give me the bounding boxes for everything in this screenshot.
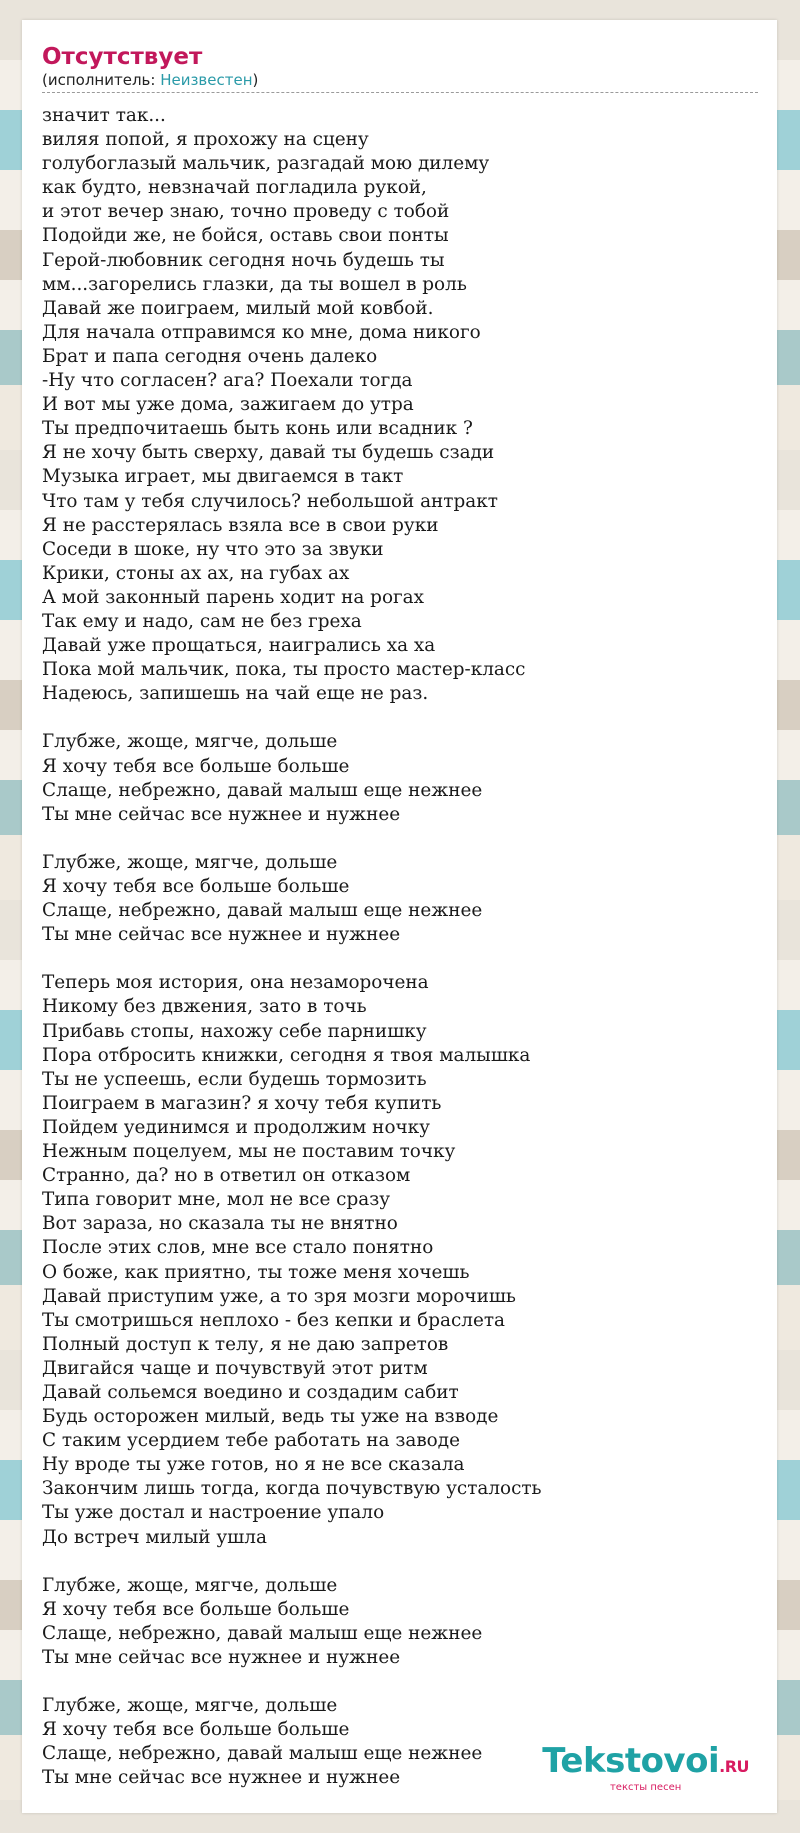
lyric-line: Будь осторожен милый, ведь ты уже на взводе	[42, 1406, 499, 1428]
lyric-line: Вот зараза, но сказала ты не внятно	[42, 1213, 398, 1235]
lyric-line: Глубже, жоще, мягче, дольше	[42, 1695, 338, 1717]
site-logo[interactable]	[542, 1741, 749, 1793]
lyric-line: Ты уже достал и настроение упало	[42, 1502, 385, 1524]
lyric-line: Пока мой мальчик, пока, ты просто мастер-класс	[42, 659, 526, 681]
lyric-line: Глубже, жоще, мягче, дольше	[42, 851, 338, 873]
song-header	[42, 42, 758, 93]
lyrics-card	[22, 20, 777, 1813]
lyric-line: Ты смотришься неплохо - без кепки и браслета	[42, 1309, 505, 1331]
lyric-line: Странно, да? но в ответил он отказом	[42, 1165, 411, 1187]
lyric-line: Надеюсь, запишешь на чай еще не раз.	[42, 683, 429, 705]
lyric-line: Герой-любовник сегодня ночь будешь ты	[42, 249, 445, 271]
lyric-line: значит так...	[42, 105, 166, 126]
lyric-line: Так ему и надо, сам не без греха	[42, 610, 362, 632]
lyric-line: Типа говорит мне, мол не все сразу	[42, 1189, 391, 1211]
lyric-line: Давай же поиграем, милый мой ковбой.	[42, 297, 434, 319]
lyric-line: Я хочу тебя все больше больше	[42, 876, 350, 897]
lyric-line: Я не расстерялась взяла все в свои руки	[42, 514, 439, 536]
lyric-line: Слаще, небрежно, давай малыш еще нежнее	[42, 1622, 483, 1644]
stanza-break	[42, 1550, 762, 1574]
lyric-line: Поиграем в магазин? я хочу тебя купить	[42, 1092, 442, 1114]
song-title: Отсутствует	[42, 44, 203, 70]
lyric-line: Глубже, жоще, мягче, дольше	[42, 731, 338, 753]
stanza-break	[42, 1670, 762, 1694]
lyric-line: Ты предпочитаешь быть конь или всадник ?	[42, 418, 473, 440]
lyric-line: О боже, как приятно, ты тоже меня хочешь	[42, 1261, 470, 1283]
lyric-line: виляя попой, я прохожу на сцену	[42, 129, 369, 151]
lyric-line: Давай сольемся воедино и создадим сабит	[42, 1381, 459, 1403]
lyric-line: Давай приступим уже, а то зря мозги морочишь	[42, 1285, 516, 1307]
lyric-line: Я хочу тебя все больше больше	[42, 1598, 350, 1620]
lyric-line: и этот вечер знаю, точно проведу с тобой	[42, 201, 450, 223]
lyric-line: Я хочу тебя все больше больше	[42, 755, 350, 777]
logo-name: Tekstovoi	[542, 1741, 720, 1781]
lyric-line: Ты мне сейчас все нужнее и нужнее	[42, 803, 401, 825]
stanza-break	[42, 827, 762, 851]
logo-tld: .RU	[719, 1757, 749, 1776]
lyric-line: Слаще, небрежно, давай малыш еще нежнее	[42, 779, 483, 801]
lyric-line: А мой законный парень ходит на рогах	[42, 586, 424, 608]
lyric-line: Пойдем уединимся и продолжим ночку	[42, 1116, 430, 1138]
lyric-line: как будто, невзначай погладила рукой,	[42, 177, 427, 199]
lyric-line: Для начала отправимся ко мне, дома никого	[42, 321, 481, 343]
lyric-line: Музыка играет, мы двигаемся в такт	[42, 466, 404, 488]
lyric-line: Брат и папа сегодня очень далеко	[42, 345, 378, 367]
lyric-line: Нежным поцелуем, мы не поставим точку	[42, 1141, 456, 1163]
artist-link[interactable]: Неизвестен	[160, 71, 253, 89]
lyric-line: Полный доступ к телу, я не даю запретов	[42, 1333, 449, 1355]
lyric-line: Соседи в шоке, ну что это за звуки	[42, 538, 384, 560]
lyric-line: Давай уже прощаться, наигрались ха ха	[42, 635, 436, 657]
lyric-line: До встреч милый ушла	[42, 1526, 267, 1548]
lyric-line: Прибавь стопы, нахожу себе парнишку	[42, 1020, 427, 1042]
lyrics-text	[42, 104, 762, 1791]
lyric-line: Слаще, небрежно, давай малыш еще нежнее	[42, 1743, 483, 1765]
lyric-line: Слаще, небрежно, давай малыш еще нежнее	[42, 900, 483, 922]
lyric-line: Ты мне сейчас все нужнее и нужнее	[42, 924, 401, 946]
lyric-line: Что там у тебя случилось? небольшой антракт	[42, 490, 498, 512]
stanza-break	[42, 706, 762, 730]
lyric-line: После этих слов, мне все стало понятно	[42, 1237, 434, 1259]
lyric-line: Двигайся чаще и почувствуй этот ритм	[42, 1357, 428, 1379]
lyric-line: Глубже, жоще, мягче, дольше	[42, 1574, 338, 1596]
artist-byline	[42, 72, 758, 89]
lyric-line: голубоглазый мальчик, разгадай мою дилему	[42, 153, 490, 175]
lyric-line: Ты мне сейчас все нужнее и нужнее	[42, 1767, 401, 1789]
lyric-line: Пора отбросить книжки, сегодня я твоя малышка	[42, 1044, 531, 1066]
lyric-line: -Ну что согласен? ага? Поехали тогда	[42, 370, 413, 392]
lyric-line: Ты мне сейчас все нужнее и нужнее	[42, 1647, 401, 1668]
logo-tagline: тексты песен	[609, 1782, 682, 1793]
lyric-line: Крики, стоны ах ах, на губах ах	[42, 562, 350, 584]
lyric-line: Ну вроде ты уже готов, но я не все сказала	[42, 1454, 465, 1476]
stanza-break	[42, 947, 762, 971]
lyric-line: мм...загорелись глазки, да ты вошел в роль	[42, 273, 467, 295]
lyric-line: Я хочу тебя все больше больше	[42, 1719, 350, 1741]
lyric-line: Подойди же, не бойся, оставь свои понты	[42, 225, 449, 247]
lyric-line: Никому без двжения, зато в точь	[42, 996, 367, 1018]
byline-prefix: (исполнитель:	[42, 71, 161, 89]
lyric-line: И вот мы уже дома, зажигаем до утра	[42, 394, 414, 416]
lyric-line: Я не хочу быть сверху, давай ты будешь сзади	[42, 442, 495, 464]
lyric-line: Теперь моя история, она незаморочена	[42, 972, 429, 994]
lyric-line: Ты не успеешь, если будешь тормозить	[42, 1068, 427, 1090]
byline-suffix: )	[252, 71, 259, 89]
lyric-line: Закончим лишь тогда, когда почувствую усталость	[42, 1478, 542, 1500]
lyric-line: С таким усердием тебе работать на заводе	[42, 1430, 460, 1452]
